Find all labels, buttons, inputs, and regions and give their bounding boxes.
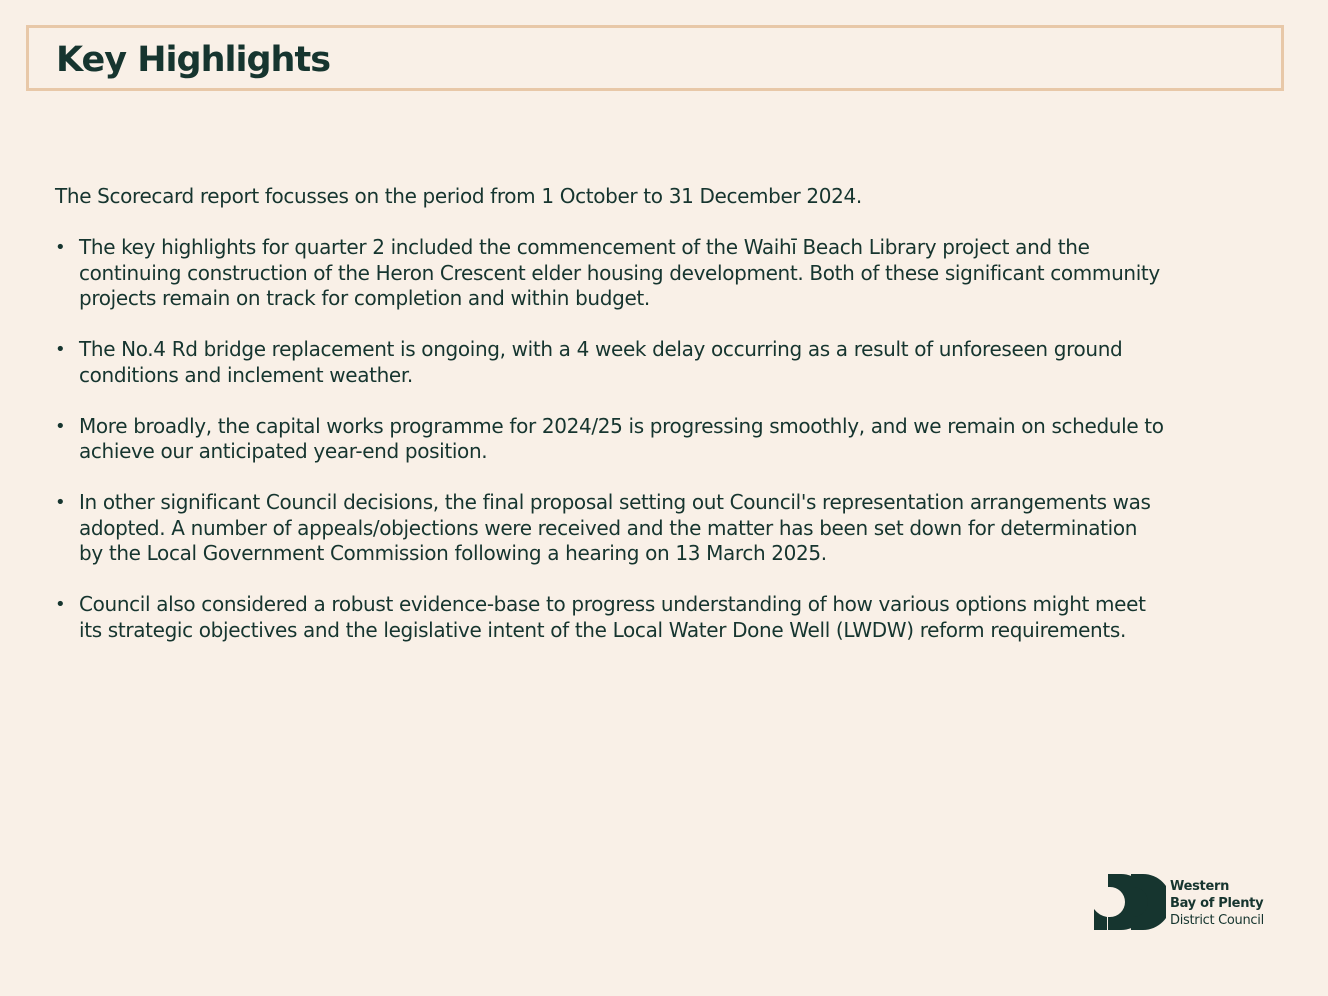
bullet-text-line: projects remain on track for completion and within budget. xyxy=(79,286,650,310)
bullet-text-line: continuing construction of the Heron Crescent elder housing development. Both of these significant community xyxy=(79,260,1160,285)
bullet-text-line: adopted. A number of appeals/objections were received and the matter has been set down for determination xyxy=(79,515,1138,540)
bullet-icon: • xyxy=(55,415,66,437)
bullet-text-line: The key highlights for quarter 2 included the commencement of the Waihī Beach Library project and the xyxy=(79,235,1090,259)
bullet-icon: • xyxy=(55,339,66,360)
bullet-text-line: Council also considered a robust evidence-base to progress understanding of how various options might meet xyxy=(79,592,1146,616)
bullet-text-line: In other significant Council decisions, the final proposal setting out Council's representation arrangements was xyxy=(79,490,1151,514)
highlights-content xyxy=(55,184,1285,643)
list-item xyxy=(55,592,1285,643)
list-item xyxy=(55,235,1285,312)
bullet-text-line: by the Local Government Commission following a hearing on 13 March 2025. xyxy=(79,541,827,565)
logo-line-bay-of-plenty: Bay of Plenty xyxy=(1170,896,1264,911)
bullet-icon: • xyxy=(55,492,66,513)
page-title: Key Highlights xyxy=(56,40,331,80)
logo-line-district-council: District Council xyxy=(1170,913,1264,928)
bullet-text-line: More broadly, the capital works programme for 2024/25 is progressing smoothly, and we remain on schedule to xyxy=(79,413,1164,438)
list-item xyxy=(55,337,1285,388)
logo-wordmark xyxy=(1170,878,1264,929)
logo-line-western: Western xyxy=(1170,879,1230,894)
bullet-icon: • xyxy=(55,594,66,615)
bullet-icon: • xyxy=(55,237,66,258)
title-box xyxy=(26,25,1284,91)
list-item xyxy=(55,414,1285,465)
council-logo xyxy=(1094,873,1284,933)
highlights-list xyxy=(55,235,1285,643)
bullet-text-line: achieve our anticipated year-end position. xyxy=(79,439,488,463)
bullet-text-line: conditions and inclement weather. xyxy=(79,362,413,387)
chevron-arrows-icon xyxy=(1094,873,1166,931)
intro-paragraph: The Scorecard report focusses on the period from 1 October to 31 December 2024. xyxy=(55,184,862,208)
bullet-text-line: The No.4 Rd bridge replacement is ongoing, with a 4 week delay occurring as a result of unforeseen ground xyxy=(79,337,1123,361)
bullet-text-line: its strategic objectives and the legislative intent of the Local Water Done Well (LWDW) reform requirements. xyxy=(79,617,1126,642)
list-item xyxy=(55,490,1285,567)
